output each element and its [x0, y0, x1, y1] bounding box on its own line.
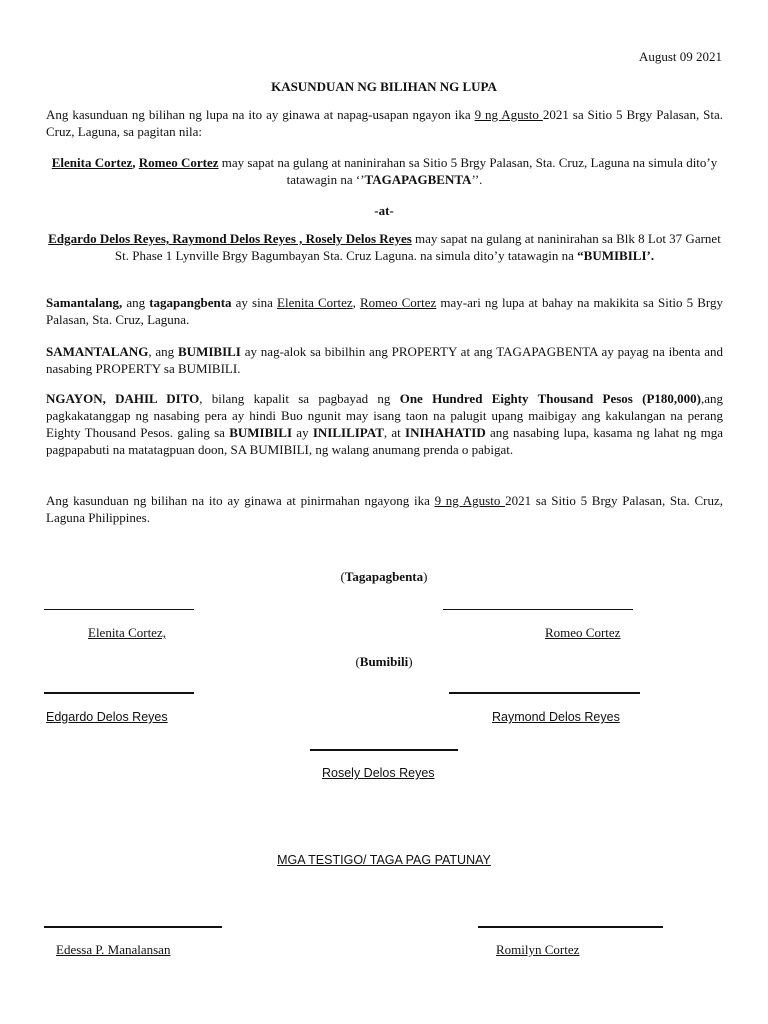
seller-2-name: Romeo Cortez — [545, 625, 621, 640]
intro-paragraph: Ang kasunduan ng bilihan ng lupa na ito ay ginawa at napag-usapan ngayon ika 9 ng Agusto 2021 sa Sitio 5 Brgy Palasan, Sta. Cruz, Laguna, sa pagitan nila: — [46, 107, 724, 140]
now-therefore-paragraph: NGAYON, DAHIL DITO, bilang kapalit sa pagbayad ng One Hundred Eighty Thousand Pesos (P180,000),ang pagkakatanggap ng nasabing pera ay hindi Buo ngunit may isang taon na palugit upang maibigay ang kakulangan na perang Eighty Thousand Pesos. galing sa BUMIBILI ay INILILIPAT, at INIHAHATID ang nasabing lupa, kasama ng lahat ng mga pagpapabuti na matatagpuan doon, SA BUMIBILI, ng walang anumang prenda o pabigat. — [46, 391, 724, 458]
whereas-paragraph-1: Samantalang, ang tagapangbenta ay sina Elenita Cortez, Romeo Cortez may-ari ng lupa at bahay na makikita sa Sitio 5 Brgy Palasan, Sta. Cruz, Laguna. — [46, 295, 723, 328]
seller-heading: (Tagapagbenta) — [340, 569, 428, 584]
seller-paragraph: Elenita Cortez, Romeo Cortez may sapat na gulang at naninirahan sa Sitio 5 Brgy Palasan, Sta. Cruz, Laguna na simula dito’y tatawagin na ‘’TAGAPAGBENTA’’. — [51, 155, 718, 188]
witness-1-name: Edessa P. Manalansan — [56, 942, 171, 957]
seller-1-name: Elenita Cortez, — [88, 625, 166, 640]
buyer-1-signature-line — [44, 692, 194, 694]
document-date: August 09 2021 — [638, 49, 722, 64]
buyer-paragraph: Edgardo Delos Reyes, Raymond Delos Reyes , Rosely Delos Reyes may sapat na gulang at naninirahan sa Blk 8 Lot 37 Garnet St. Phase 1 Lynville Brgy Bagumbayan Sta. Cruz Laguna. na simula dito’y tatawagin na “BUMIBILI’. — [48, 231, 721, 264]
signing-paragraph: Ang kasunduan ng bilihan na ito ay ginawa at pinirmahan ngayong ika 9 ng Agusto 2021 sa Sitio 5 Brgy Palasan, Sta. Cruz, Laguna Philippines. — [46, 493, 723, 526]
buyer-3-signature-line — [310, 749, 458, 751]
at-separator: -at- — [374, 203, 394, 218]
witness-heading: MGA TESTIGO/ TAGA PAG PATUNAY — [277, 853, 491, 867]
seller-1-signature-line — [44, 609, 194, 610]
whereas-paragraph-2: SAMANTALANG, ang BUMIBILI ay nag-alok sa bibilhin ang PROPERTY at ang TAGAPAGBENTA ay payag na ibenta and nasabing PROPERTY sa BUMIBILI. — [46, 344, 723, 377]
buyer-3-name: Rosely Delos Reyes — [322, 766, 435, 780]
seller-name-2: Romeo Cortez — [138, 155, 219, 170]
seller-label: TAGAPAGBENTA — [364, 172, 472, 188]
witness-1-signature-line — [44, 926, 222, 928]
agreement-date: 9 ng Agusto — [474, 107, 543, 122]
seller-name-1: Elenita Cortez — [51, 155, 133, 170]
document-title: KASUNDUAN NG BILIHAN NG LUPA — [271, 79, 497, 94]
witness-2-name: Romilyn Cortez — [496, 942, 580, 957]
buyer-1-name: Edgardo Delos Reyes — [46, 710, 168, 724]
buyer-names: Edgardo Delos Reyes, Raymond Delos Reyes , Rosely Delos Reyes — [48, 231, 412, 246]
buyer-2-signature-line — [449, 692, 640, 694]
witness-2-signature-line — [478, 926, 663, 928]
signing-date: 9 ng Agusto — [434, 493, 506, 508]
seller-2-signature-line — [443, 609, 633, 610]
buyer-label: “BUMIBILI’. — [577, 248, 655, 264]
buyer-heading: (Bumibili) — [355, 654, 413, 669]
buyer-2-name: Raymond Delos Reyes — [492, 710, 620, 724]
